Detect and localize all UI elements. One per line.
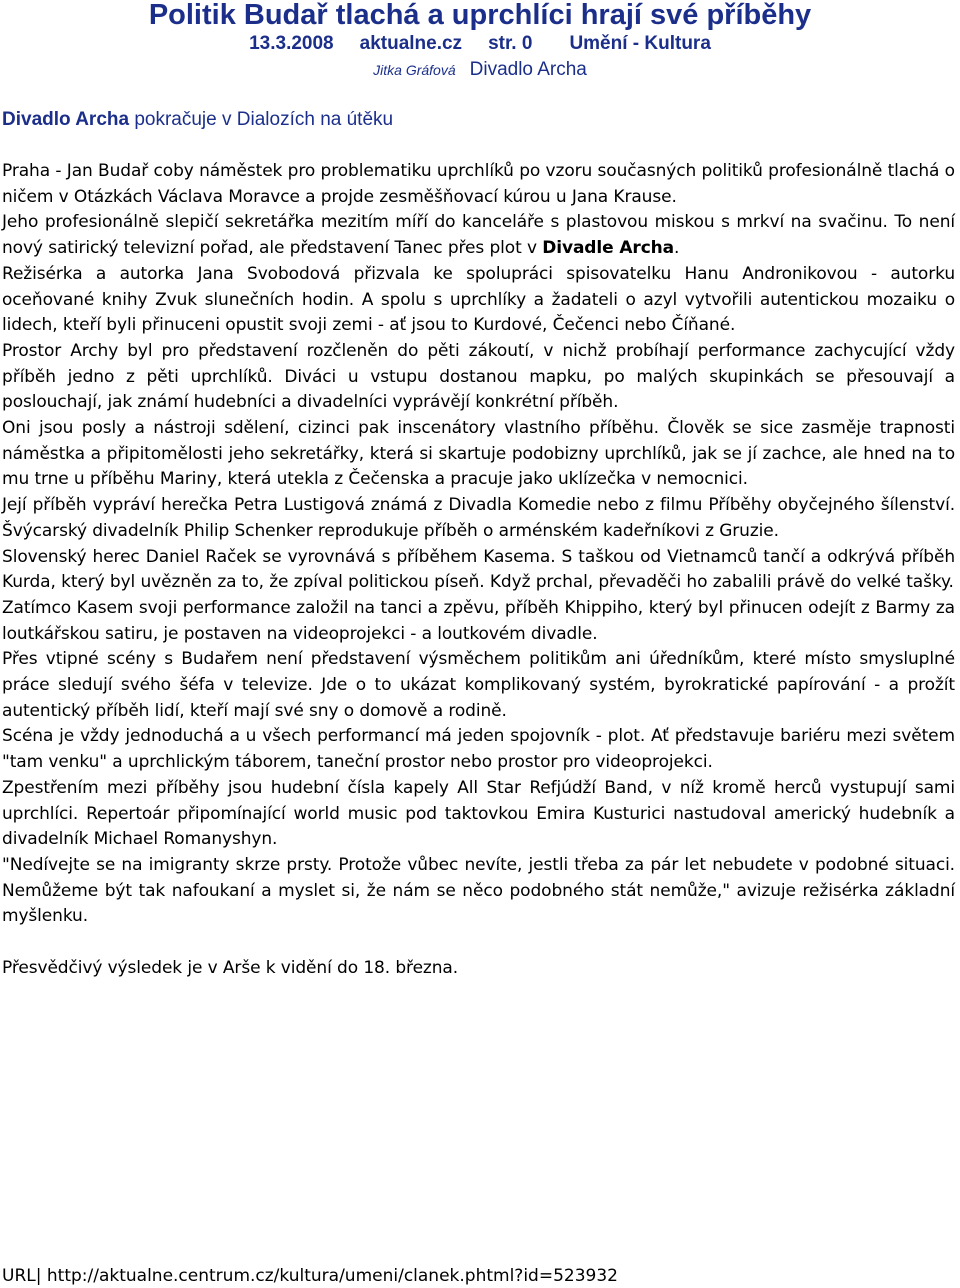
subtitle-rest: pokračuje v Dialozích na útěku — [129, 109, 394, 130]
paragraph-2-text: Jeho profesionálně slepičí sekretářka mezitím míří do kanceláře s plastovou miskou s mrkví na svačinu. To není nový satirický televizní pořad, ale představení Tanec přes plot v — [2, 212, 955, 259]
paragraph-10: Scéna je vždy jednoduchá a u všech performancí má jeden spojovník - plot. Ať představuje bariéru mezi světem "tam venku" a uprchlickým táborem, taneční prostor nebo prostor pro videoprojekci. — [2, 726, 955, 773]
url-link[interactable]: http://aktualne.centrum.cz/kultura/umeni/clanek.phtml?id=523932 — [46, 1266, 618, 1286]
subtitle-bold: Divadlo Archa — [2, 109, 130, 130]
article-page: str. 0 — [488, 33, 533, 54]
article-author: Jitka Gráfová — [373, 62, 456, 78]
paragraph-2-bold: Divadle Archa — [542, 238, 675, 259]
byline — [0, 59, 960, 82]
paragraph-1: Praha - Jan Budař coby náměstek pro problematiku uprchlíků po vzoru současných politiků profesionálně tlachá o ničem v Otázkách Václava Moravce a projde zesměšňovací kúrou u Jana Krause. — [2, 161, 955, 207]
paragraph-5: Oni jsou posly a nástroji sdělení, cizinci pak inscenátory vlastního příběhu. Člověk se sice zasměje trapnosti náměstka a připitomělosti jeho sekretářky, která si skartuje podobizny uprchlíků, jak se jí zachce, ale hned na to mu trne u příběhu Mariny, která utekla z Čečenska a pracuje jako uklízečka v nemocnici. — [2, 418, 955, 490]
article-site: aktualne.cz — [359, 33, 463, 54]
paragraph-2-end: . — [674, 238, 680, 259]
article-date: 13.3.2008 — [249, 33, 334, 54]
paragraph-7: Slovenský herec Daniel Raček se vyrovnává s příběhem Kasema. S taškou od Vietnamců tančí a odkrývá příběh Kurda, který byl uvězněn za to, že zpíval politickou píseň. Když prchal, převaděči ho zabalili právě do velké tašky. — [2, 546, 955, 593]
paragraph-9: Přes vtipné scény s Budařem není představení výsměchem politikům ani úředníkům, které místo smysluplné práce sledují svého šéfa v televize. Jde o to ukázat komplikovaný systém, byrokratické papírování - a prožít autentický příběh lidí, kteří mají své sny o domově a rodině. — [2, 649, 955, 721]
paragraph-12: "Nedívejte se na imigranty skrze prsty. Protože vůbec nevíte, jestli třeba za pár let nebudete v podobné situaci. Nemůžeme být tak nafoukaní a myslet si, že nám se něco podobného stát nemůže," avizuje režisérka základní myšlenku. — [2, 854, 955, 927]
paragraph-2 — [2, 210, 955, 261]
url-label: URL| — [2, 1266, 42, 1286]
paragraph-8: Zatímco Kasem svoji performance založil na tanci a zpěvu, příběh Khippiho, který byl přinucen odejít z Barmy za loutkářskou satiru, je postaven na videoprojekci - a loutkovém divadle. — [2, 597, 955, 644]
paragraph-3: Režisérka a autorka Jana Svobodová přizvala ke spolupráci spisovatelku Hanu Andronikovou - autorku oceňované knihy Zvuk slunečních hodin. A spolu s uprchlíky a žadateli o azyl vytvořili autentickou mozaiku o lidech, kteří byli přinuceni opustit svoji zemi - ať jsou to Kurdové, Čečenci nebo Číňané. — [2, 263, 955, 336]
article-source: Divadlo Archa — [469, 59, 587, 80]
paragraph-4: Prostor Archy byl pro představení rozčleněn do pěti zákoutí, v nichž probíhají performance zachycující vždy příběh jedno z pěti uprchlíků. Diváci u vstupu dostanou mapku, po malých skupinkách se přesouvají a poslouchají, jak známí hudebníci a divadelníci vyprávějí konkrétní příběh. — [2, 340, 955, 413]
paragraph-11: Zpestřením mezi příběhy jsou hudební čísla kapely All Star Refjúdží Band, v níž kromě herců vystupují sami uprchlíci. Repertoár připomínající world music pod taktovkou Emira Kusturici nastudoval americký hudebník a divadelník Michael Romanyshyn. — [2, 777, 955, 850]
paragraph-6: Její příběh vypráví herečka Petra Lustigová známá z Divadla Komedie nebo z filmu Příběhy obyčejného šílenství. Švýcarský divadelník Philip Schenker reprodukuje příběh o arménském kadeřníkovi z Gruzie. — [2, 495, 955, 541]
article-subtitle — [2, 108, 393, 132]
article-meta — [0, 33, 960, 55]
article-body — [2, 159, 955, 981]
article-title: Politik Budař tlachá a uprchlíci hrají své příběhy — [148, 0, 812, 31]
article-section: Umění - Kultura — [569, 33, 711, 54]
source-url — [2, 1265, 618, 1287]
paragraph-13: Přesvědčivý výsledek je v Arše k vidění do 18. března. — [2, 957, 459, 978]
